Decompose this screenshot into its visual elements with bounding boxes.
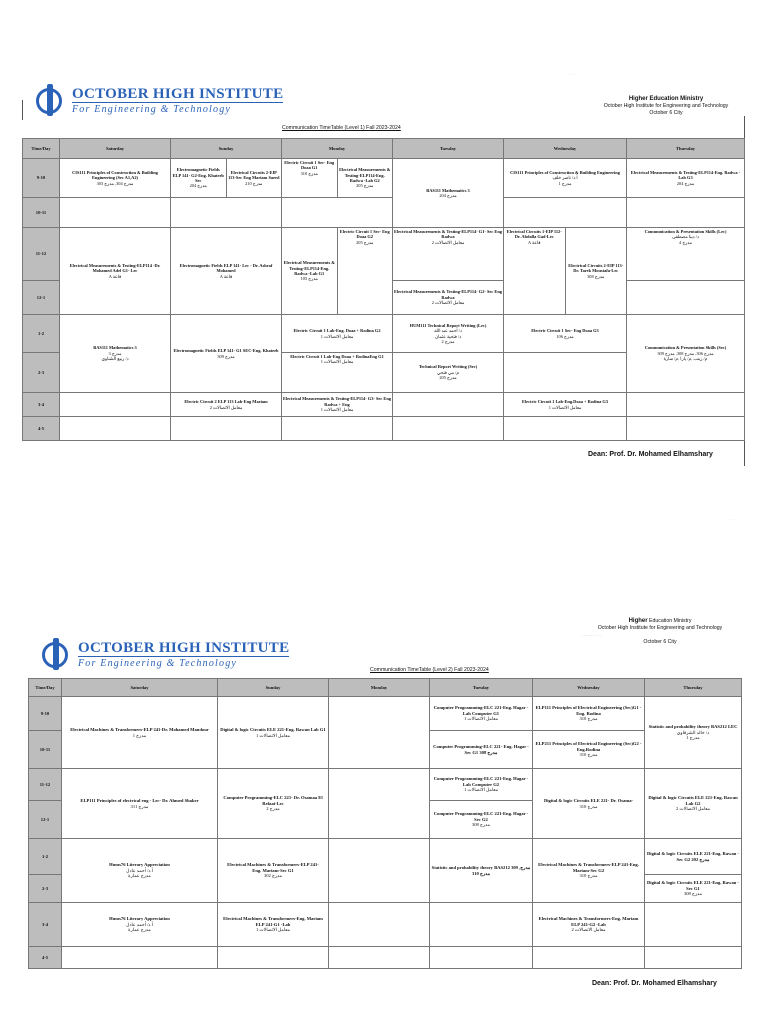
time-slot: 11-12 [29,769,62,801]
class-cell: Electric Circuit 1 Lab-Eng. Doaa + Rodina G2 معامل الاتصالات 1 [282,315,393,353]
class-cell: BAS111 Mathematics 3 204 مدرج [393,159,504,228]
empty-cell [60,393,171,417]
class-cell: ELP111 Principles of Electrical Engineering (Sec)G1 - Eng. Rodina 310 مدرج [533,697,645,731]
institute-logo [42,640,289,670]
logo-mark-icon [36,86,70,116]
dean-signature: Dean: Prof. Dr. Mohamed Elhamshary [592,980,717,987]
timetable-level1 [22,138,745,441]
ministry-line: October High Institute for Engineering and Technology [597,625,723,631]
empty-cell [504,353,627,393]
class-cell: Communication & Presentation Skills (Lec) د/ دينا مصطفى مدرج 4 [627,228,745,281]
empty-cell [329,839,430,903]
header-cell: Time/Day [23,139,60,159]
class-cell: Electrical Measurements & Testing-ELP114-Eng. Radwa -Lab G3 204 مدرج [627,159,745,198]
header-cell: Saturday [62,679,218,697]
time-slot: 10-11 [29,731,62,769]
class-cell: CIS111 Principles of Construction & Building Engineering (Sec A1,A2) مدرج 304, مدرج 303 [60,159,171,198]
empty-cell [393,417,504,441]
class-cell: HUM111 Technical Report Writing (Lec) د/ أحمد عبد الله د/ فتحية عثمان مدرج 2 [393,315,504,353]
empty-cell [533,947,645,969]
time-slot: 2-3 [23,353,60,393]
dean-signature: Dean: Prof. Dr. Mohamed Elhamshary [588,451,713,458]
ministry-header [596,96,736,117]
timetable-title: Communication TimeTable (Level 2) Fall 2023-2024 [370,667,489,673]
class-cell: Digital & logic Circuits ELE 221-Eng. Rawan Lab G1 معامل الاتصالات 1 [218,697,329,769]
header-cell: Thursday [627,139,745,159]
empty-cell [430,947,533,969]
class-cell: Statistic and probability theory BAS212 LEC د/ خالد الشرقاوي مدرج 1 [645,697,742,769]
time-slot: 3-4 [23,393,60,417]
empty-cell [504,417,627,441]
empty-cell [171,198,282,228]
class-cell: Computer Programming-ELC 221- Dr. Osamaa El Refaai-Lec مدرج 2 [218,769,329,839]
empty-cell [430,903,533,947]
empty-cell [329,697,430,769]
class-cell: Electrical Machines & Transformers-ELP 241-Dr. Mohamed Mandour مدرج 1 [62,697,218,769]
class-cell: Electromagnetic Fields ELP 141- G2-Eng. Khateeb Sec 204 مدرج Electrical Circuits 2-EIP 113-Sec Eng Mariam Saeed 210 مدرج [171,159,282,198]
empty-cell [62,947,218,969]
timetable-title: Communication TimeTable (Level 1) Fall 2023-2024 [282,125,401,131]
empty-cell [282,417,393,441]
class-cell: Digital & logic Circuits ELE 221- Dr. Osama- 310 مدرج [533,769,645,839]
empty-cell [504,198,627,228]
class-cell: Communication & Presentation Skills (Sec) مدرج 306, مدرج 308, مدرج 309 م/ زينب ,م/ يارا ,م/ سارة [627,315,745,393]
faint-mark: - - - - - - - - - - - [582,633,602,637]
header-cell: Monday [282,139,393,159]
ministry-line: Education Ministry [649,618,692,624]
header-cell: Monday [329,679,430,697]
empty-cell [645,903,742,947]
empty-cell [627,393,745,417]
header-cell: Tuesday [393,139,504,159]
ministry-line: October 6 City [649,110,683,116]
class-cell: Electrical Measurements & Testing-ELP114 -Dr. Mohamed Adel G1- Lec A قاعة [60,228,171,315]
header-cell: Wednesday [533,679,645,697]
logo-title: OCTOBER HIGH INSTITUTE [78,640,290,656]
logo-title: OCTOBER HIGH INSTITUTE [72,86,284,102]
empty-cell [627,198,745,228]
class-cell: CIS111 Principles of Construction & Building Engineering أ.د/ ناصر خلف مدرج 1 [504,159,627,198]
class-cell: Electrical Machines & Transformers-ELP 241-Eng. Mariam-Sec G2 310 مدرج [533,839,645,903]
empty-cell [329,947,430,969]
class-cell: Electric Circuit 1 Sec- Eng Doaa G3 106 مدرج [504,315,627,353]
empty-cell [171,417,282,441]
header-cell: Time/Day [29,679,62,697]
time-slot: 2-3 [29,875,62,903]
class-cell: Statistic and probability theory BAS212 309 مدرج, مدرج 310 [430,839,533,903]
class-cell: ELP111 Principles of electrical eng - Lec- Dr. Ahmed Shaker 311 مدرج [62,769,218,839]
level2-page [0,512,768,1024]
time-slot: 1-2 [23,315,60,353]
time-slot: 12-1 [29,801,62,839]
time-slot: 9-10 [23,159,60,198]
faint-mark: . . . . . [730,517,738,521]
class-cell: Electrical Machines & Transformers-Eng. Mariam ELP 241-G2 -Lab معامل الاتصالات 2 [533,903,645,947]
class-cell: Electrical Measurements & Testing-ELP114-Eng. Radwa -Lab G1 105 مدرج Electric Circuit 1 Sec- Eng Doaa G2 205 مدرج [282,228,393,315]
time-slot: 1-2 [29,839,62,875]
class-cell: Electric Circuit 1 Lab-Eng.Doaa + Rodina G3 معامل الاتصالات 1 [504,393,627,417]
header-cell: Thursday [645,679,742,697]
empty-cell [329,769,430,839]
header-cell: Sunday [218,679,329,697]
class-cell: Technical Report Writing (Sec) م/ مي فتحي 205 مدرج [393,353,504,393]
empty-cell [627,417,745,441]
header-cell: Tuesday [430,679,533,697]
class-cell: Electric Circuit 1 Lab-Eng Doaa + RodinaEng G1 معامل الاتصالات 1 [282,353,393,393]
class-cell: Computer Programming-ELC 221-Eng. Hagar - Sec G2 308 مدرج [430,801,533,839]
class-cell: Electromagnetic Fields ELP 141- Lec - Dr. Ashraf Mohamed A قاعة [171,228,282,315]
class-cell: Electromagnetic Fields ELP 141- G1 SEC-Eng. Khateeb 309 مدرج [171,315,282,393]
class-cell: Electrical Machines & Transformers-Eng. Mariam ELP 241-G1 -Lab معامل الاتصالات 1 [218,903,329,947]
empty-cell [218,947,329,969]
empty-cell [60,417,171,441]
ministry-header [580,618,740,646]
ministry-line: October 6 City [643,639,677,645]
time-slot: 4-5 [29,947,62,969]
class-cell: Hums76 Literary Appreciation أ.د/ أحمد عادل مدرج عمارة [62,839,218,903]
ministry-strong: Higher [628,618,648,624]
class-cell: Computer Programming-ELC 221-Eng. Hagar - Lab Computer G2 معامل الاتصالات 1 [430,769,533,801]
logo-mark-icon [42,640,76,670]
time-slot: 12-1 [23,280,60,314]
class-cell: Digital & logic Circuits ELE 221-Eng. Rawan - Sec G1 308 مدرج [645,875,742,903]
timetable-level2 [28,678,742,969]
header-cell: Saturday [60,139,171,159]
class-cell: Electrical Measurements & Testing-ELP114- G3- Sec Eng Radwa + Eng معامل الاتصالات 1 [282,393,393,417]
time-slot: 11-12 [23,228,60,281]
faint-mark: . . . . . . . . [565,72,578,76]
time-slot: 10-11 [23,198,60,228]
empty-cell [393,393,504,417]
empty-cell [627,280,745,314]
header-cell: Sunday [171,139,282,159]
class-cell: Electrical Measurements & Testing-ELP114- G2- Sec Eng Radwa معامل الاتصالات 2 [393,280,504,314]
logo-tagline: For Engineering & Technology [72,102,283,115]
class-cell: BAS111 Mathematics 3 مدرج 3 د/ ربيع الشناوي [60,315,171,393]
time-slot: 3-4 [29,903,62,947]
time-slot: 4-5 [23,417,60,441]
class-cell: ELP211 Principles of Electrical Engineering (Sec)G2 - Eng.Rodina 310 مدرج [533,731,645,769]
empty-cell [645,947,742,969]
empty-cell [329,903,430,947]
class-cell: Digital & logic Circuits ELE 221-Eng. Rawan - Sec G2 202 مدرج [645,839,742,875]
header-cell: Wednesday [504,139,627,159]
institute-logo [36,86,283,116]
time-slot: 9-10 [29,697,62,731]
logo-tagline: For Engineering & Technology [78,656,289,669]
empty-cell [60,198,171,228]
class-cell: Hums76 Literary Appreciation أ.د/ أحمد عادل مدرج عمارة [62,903,218,947]
ministry-line: Higher Education Ministry [628,96,704,102]
class-cell: Electrical Machines & Transformers-ELP 241- Eng. Mariam-Sec G1 302 مدرج [218,839,329,903]
class-cell: Electric Circuit 2 ELP 113 Lab-Eng Mariam معامل الاتصالات 2 [171,393,282,417]
class-cell: Electric Circuit 1 Sec- Eng Doaa G1 310 مدرج Electrical Measurements & Testing-ELP114-Eng. Radwa -Lab G2 205 مدرج [282,159,393,198]
class-cell: Computer Programming-ELC 221-Eng. Hagar - Lab Computer G1 معامل الاتصالات 1 [430,697,533,731]
class-cell: Electrical Circuits 1-EIP 112- Dr. Abdalla Gad-Lec A قاعة Electrical Circuits 2-EIP 113- Dr. Tarek Moustafa-Lec 308 مدرج [504,228,627,315]
ministry-line: October High Institute for Engineering and Technology [603,103,729,109]
class-cell: Digital & logic Circuits ELE 221-Eng. Rawan Lab G2 معامل الاتصالات 2 [645,769,742,839]
class-cell: Electrical Measurements & Testing-ELP114- G1- Sec Eng Radwa معامل الاتصالات 2 [393,228,504,281]
class-cell: Computer Programming-ELC 221- Eng. Hagar - Sec G1 308 مدرج [430,731,533,769]
margin-line [22,100,23,120]
empty-cell [282,198,393,228]
